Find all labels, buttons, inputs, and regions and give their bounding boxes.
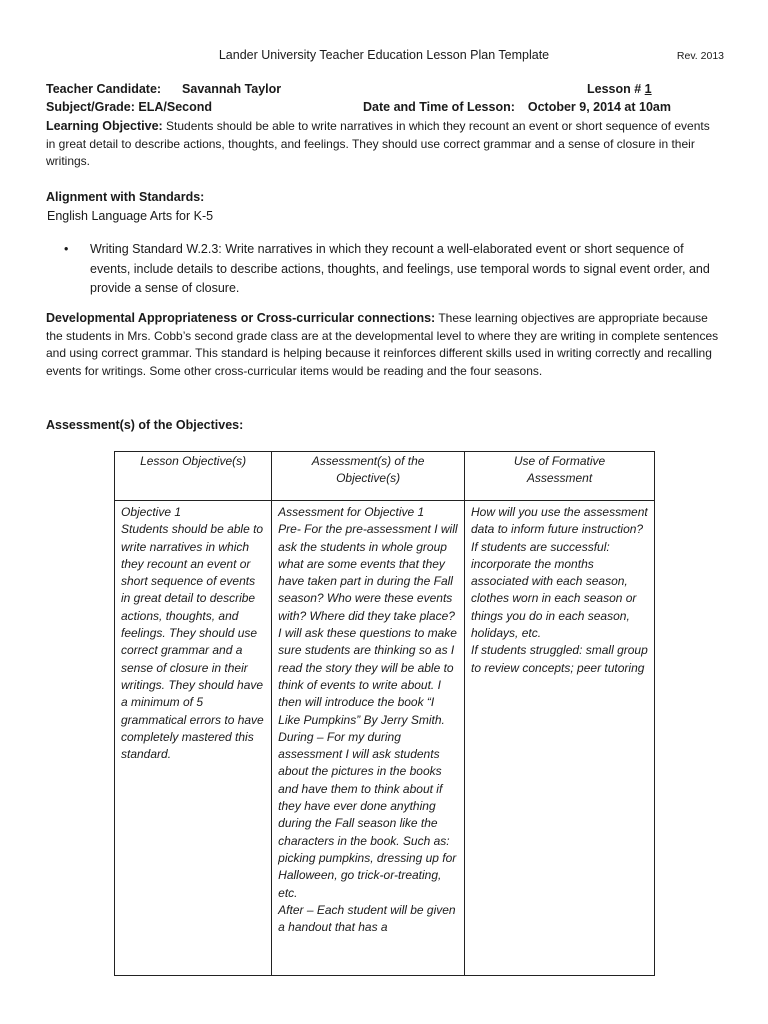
date-time-label: Date and Time of Lesson: [363,100,515,114]
teacher-candidate-line [46,82,281,96]
formative-question: How will you use the assessment data to inform future instruction? [471,505,648,537]
alignment-heading: Alignment with Standards: [46,190,205,204]
learning-objective [46,118,722,171]
objective-cell [115,501,272,976]
table-row [115,501,655,976]
lesson-number-line [587,82,652,96]
formative-successful: If students are successful: incorporate the months associated with each season, clothes worn in each season or things you do in each season, holidays, etc. [471,539,637,641]
formative-cell [465,501,655,976]
teacher-candidate-label: Teacher Candidate: [46,82,162,96]
developmental-label: Developmental Appropriateness or Cross-curricular connections: [46,311,436,325]
column-header: Assessment(s) of the Objective(s) [272,452,465,501]
assessment-heading: Assessment(s) of the Objectives: [46,418,244,432]
date-time-line [363,100,671,114]
column-header: Lesson Objective(s) [115,452,272,501]
lesson-number-value: 1 [644,82,652,96]
bullet-icon: • [64,242,69,256]
assessment-cell [272,501,465,976]
objective-description: Students should be able to write narratives in which they recount an event or short sequence of events in great detail to describe actions, thoughts, and feelings. They should use correct grammar and a sense of closure in their writings. They should have a minimum of 5 grammatical errors to have completely mastered this standard. [121,522,264,762]
assessment-table [114,451,655,976]
developmental-text: These learning objectives are appropriate because the students in Mrs. Cobb’s second grade class are at the developmental level to where they are writing in complete sentences and using correct grammar. This standard is helping because it reinforces different skills used in writing correctly and recalling events for writings. Some other cross-curricular items would be reading and the four seasons. [46,311,719,378]
lesson-number-label: Lesson # [587,82,642,96]
pre-assessment-text: Pre- For the pre-assessment I will ask the students in whole group what are some events that they have taken part in during the Fall season? Who were these events with? Where did they take place? I will ask these questions to make sure students are thinking so as I read the story they will be able to think of events to write about. I then will introduce the book “I Like Pumpkins” By Jerry Smith. [278,522,458,727]
learning-objective-text: Students should be able to write narratives in which they recount an event or short sequence of events in great detail to describe actions, thoughts, and feelings. They should use correct grammar and a sense of closure in their writings. [46,119,710,168]
after-assessment-text: After – Each student will be given a handout that has a [278,902,456,935]
standard-bullet-text: Writing Standard W.2.3: Write narratives in which they recount a well-elaborated event or short sequence of events, include details to describe actions, thoughts, and feelings, use temporal words to signal event order, and provide a sense of closure. [90,242,710,295]
developmental-section [46,310,722,380]
learning-objective-label: Learning Objective: [46,119,163,133]
subject-grade-line [46,100,212,114]
teacher-candidate-value: Savannah Taylor [182,82,282,96]
objective-title: Objective 1 [121,505,182,519]
subject-grade-value: ELA/Second [138,100,213,114]
table-header-row [115,452,655,501]
document-title: Lander University Teacher Education Lesson Plan Template [218,48,550,62]
formative-struggled: If students struggled: small group to review concepts; peer tutoring [471,643,648,675]
date-time-value: October 9, 2014 at 10am [527,100,671,114]
subject-grade-label: Subject/Grade: [46,100,135,114]
revision-label: Rev. 2013 [676,50,724,62]
assessment-title: Assessment for Objective 1 [278,505,425,519]
during-assessment-text: During – For my during assessment I will ask students about the pictures in the books and have them to think about if they have ever done anything during the Fall season like the characters in the book. Such as: picking pumpkins, dressing up for Halloween, go trick-or-treating, etc. [278,729,457,900]
alignment-subheading: English Language Arts for K-5 [47,209,214,223]
column-header: Use of Formative Assessment [465,452,655,501]
